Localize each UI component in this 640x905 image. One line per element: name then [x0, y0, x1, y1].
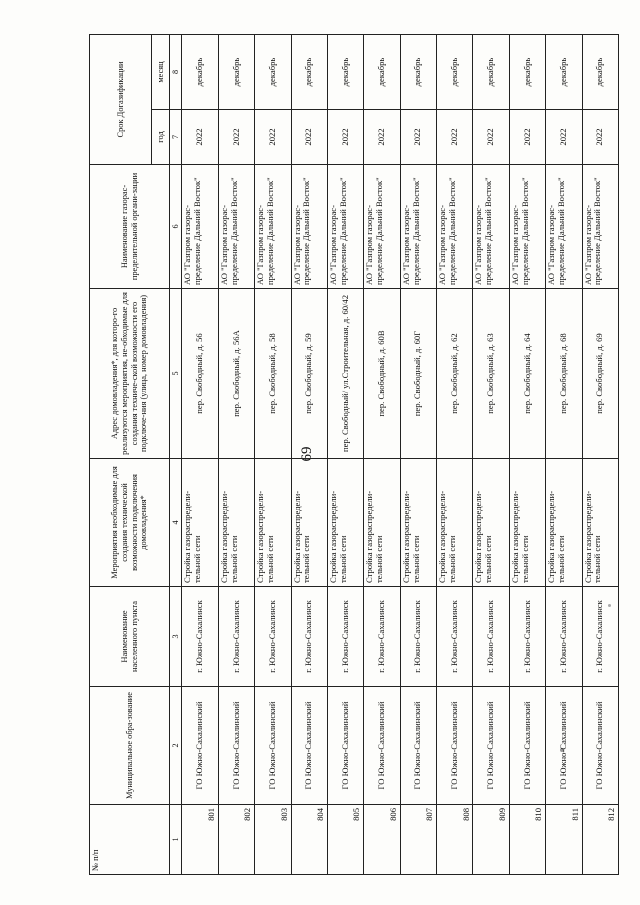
- row-number: 801: [182, 805, 218, 875]
- page-number: 69: [299, 446, 315, 462]
- settlement-cell: г. Южно-Сахалинск: [437, 587, 473, 687]
- year-cell: 2022: [327, 110, 363, 165]
- settlement-cell: г. Южно-Сахалинск: [218, 587, 254, 687]
- table-row: [182, 34, 218, 874]
- row-number: 812: [582, 805, 618, 875]
- organization-cell: АО "Газпром газорас-пределение Дальний Восток": [218, 165, 254, 289]
- municipality-cell: ГО Южно-Сахалинский: [437, 687, 473, 805]
- measures-cell: Стройка газораспредели-тельной сети: [546, 459, 582, 587]
- measures-cell: Стройка газораспредели-тельной сети: [182, 459, 218, 587]
- address-cell: пер. Свободный, д. 68: [546, 289, 582, 459]
- header-municipality: Муниципальное обра-зование: [90, 687, 170, 805]
- settlement-cell: г. Южно-Сахалинск: [327, 587, 363, 687]
- address-cell: пер. Свободный, д. 62: [437, 289, 473, 459]
- municipality-cell: ГО Южно-Сахалинский: [182, 687, 218, 805]
- address-cell: пер. Свободный, д. 69: [582, 289, 618, 459]
- settlement-cell: г. Южно-Сахалинск: [182, 587, 218, 687]
- month-cell: декабрь: [509, 34, 545, 109]
- organization-cell: АО "Газпром газорас-пределение Дальний Восток": [509, 165, 545, 289]
- address-cell: пер. Свободный, д. 63: [473, 289, 509, 459]
- table-row: [546, 34, 582, 874]
- month-cell: декабрь: [473, 34, 509, 109]
- table-row: [582, 34, 618, 874]
- column-number: 2: [170, 687, 182, 805]
- address-cell: пер. Свободный, д. 56А: [218, 289, 254, 459]
- organization-cell: АО "Газпром газорас-пределение Дальний Восток": [437, 165, 473, 289]
- header-year: год: [152, 110, 170, 165]
- header-deadline: Срок Догазификации: [90, 34, 152, 164]
- row-number: 810: [509, 805, 545, 875]
- month-cell: декабрь: [291, 34, 327, 109]
- address-cell: пер. Свободный, д. 60Г: [400, 289, 436, 459]
- municipality-cell: ГО Южно-Сахалинский: [509, 687, 545, 805]
- document-sheet: [89, 35, 619, 875]
- municipality-cell: ГО Южно-Сахалинский: [327, 687, 363, 805]
- header-settlement: Наименование населенного пункта: [90, 587, 170, 687]
- address-cell: пер. Свободный, д. 59: [291, 289, 327, 459]
- measures-cell: Стройка газораспредели-тельной сети: [327, 459, 363, 587]
- address-cell: пер. Свободный, д. 58: [255, 289, 291, 459]
- year-cell: 2022: [400, 110, 436, 165]
- column-number: 4: [170, 459, 182, 587]
- measures-cell: Стройка газораспредели-тельной сети: [437, 459, 473, 587]
- measures-cell: Стройка газораспредели-тельной сети: [291, 459, 327, 587]
- table-row: [364, 34, 400, 874]
- organization-cell: АО "Газпром газорас-пределение Дальний Восток": [291, 165, 327, 289]
- row-number: 805: [327, 805, 363, 875]
- month-cell: декабрь: [364, 34, 400, 109]
- address-cell: пер. Свободный, д. 56: [182, 289, 218, 459]
- settlement-cell: г. Южно-Сахалинск: [364, 587, 400, 687]
- municipality-cell: ГО Южно-Сахалинский: [255, 687, 291, 805]
- organization-cell: АО "Газпром газорас-пределение Дальний Восток": [327, 165, 363, 289]
- year-cell: 2022: [473, 110, 509, 165]
- header-num: № п/п: [90, 805, 170, 875]
- table-row: [400, 34, 436, 874]
- municipality-cell: ГО Южно-Сахалинский: [546, 687, 582, 805]
- month-cell: декабрь: [437, 34, 473, 109]
- column-number: 8: [170, 34, 182, 109]
- column-number: 3: [170, 587, 182, 687]
- measures-cell: Стройка газораспредели-тельной сети: [400, 459, 436, 587]
- row-number: 807: [400, 805, 436, 875]
- month-cell: декабрь: [182, 34, 218, 109]
- month-cell: декабрь: [582, 34, 618, 109]
- column-number: 7: [170, 110, 182, 165]
- row-number: 802: [218, 805, 254, 875]
- address-cell: пер. Свободный/ ул.Строительная, д. 60/42: [327, 289, 363, 459]
- year-cell: 2022: [437, 110, 473, 165]
- table-body: [182, 34, 619, 874]
- table-row: [437, 34, 473, 874]
- organization-cell: АО "Газпром газорас-пределение Дальний Восток": [546, 165, 582, 289]
- municipality-cell: ГО Южно-Сахалинский: [473, 687, 509, 805]
- row-number: 806: [364, 805, 400, 875]
- settlement-cell: г. Южно-Сахалинск: [546, 587, 582, 687]
- municipality-cell: ГО Южно-Сахалинский: [582, 687, 618, 805]
- row-number: 811: [546, 805, 582, 875]
- settlement-cell: г. Южно-Сахалинск: [473, 587, 509, 687]
- month-cell: декабрь: [546, 34, 582, 109]
- column-number: 1: [170, 805, 182, 875]
- header-month: месяц: [152, 34, 170, 109]
- organization-cell: АО "Газпром газорас-пределение Дальний Восток": [582, 165, 618, 289]
- year-cell: 2022: [582, 110, 618, 165]
- row-number: 808: [437, 805, 473, 875]
- month-cell: декабрь: [218, 34, 254, 109]
- year-cell: 2022: [546, 110, 582, 165]
- gasification-table: [89, 34, 619, 875]
- table-row: [291, 34, 327, 874]
- year-cell: 2022: [364, 110, 400, 165]
- measures-cell: Стройка газораспредели-тельной сети: [582, 459, 618, 587]
- header-measures: Мероприятия необходимые для создания технической возможности подключения домовладения*: [90, 459, 170, 587]
- header-address: Адрес домовладения*, для которо-го реализуются мероприятия, не-обходимые для создания техниче-ской возможности его подключе-ния (улица, номер домовладения): [90, 289, 170, 459]
- table-row: [327, 34, 363, 874]
- row-number: 803: [255, 805, 291, 875]
- table-row: [509, 34, 545, 874]
- measures-cell: Стройка газораспредели-тельной сети: [473, 459, 509, 587]
- row-number: 804: [291, 805, 327, 875]
- municipality-cell: ГО Южно-Сахалинский: [218, 687, 254, 805]
- settlement-cell: г. Южно-Сахалинск: [582, 587, 618, 687]
- month-cell: декабрь: [400, 34, 436, 109]
- settlement-cell: г. Южно-Сахалинск: [509, 587, 545, 687]
- municipality-cell: ГО Южно-Сахалинский: [400, 687, 436, 805]
- address-cell: пер. Свободный, д. 60В: [364, 289, 400, 459]
- header-row: [90, 34, 152, 874]
- year-cell: 2022: [255, 110, 291, 165]
- municipality-cell: ГО Южно-Сахалинский: [364, 687, 400, 805]
- month-cell: декабрь: [327, 34, 363, 109]
- column-numbers-row: [170, 34, 182, 874]
- header-organization: Наименование газорас-пределительной органи-зации: [90, 165, 170, 289]
- table-row: [255, 34, 291, 874]
- organization-cell: АО "Газпром газорас-пределение Дальний Восток": [364, 165, 400, 289]
- settlement-cell: г. Южно-Сахалинск: [255, 587, 291, 687]
- year-cell: 2022: [182, 110, 218, 165]
- year-cell: 2022: [218, 110, 254, 165]
- address-cell: пер. Свободный, д. 64: [509, 289, 545, 459]
- measures-cell: Стройка газораспредели-тельной сети: [255, 459, 291, 587]
- month-cell: декабрь: [255, 34, 291, 109]
- table-row: [473, 34, 509, 874]
- measures-cell: Стройка газораспредели-тельной сети: [509, 459, 545, 587]
- column-number: 6: [170, 165, 182, 289]
- table-row: [218, 34, 254, 874]
- year-cell: 2022: [509, 110, 545, 165]
- organization-cell: АО "Газпром газорас-пределение Дальний Восток": [255, 165, 291, 289]
- measures-cell: Стройка газораспредели-тельной сети: [364, 459, 400, 587]
- organization-cell: АО "Газпром газорас-пределение Дальний Восток": [182, 165, 218, 289]
- row-number: 809: [473, 805, 509, 875]
- column-number: 5: [170, 289, 182, 459]
- settlement-cell: г. Южно-Сахалинск: [291, 587, 327, 687]
- organization-cell: АО "Газпром газорас-пределение Дальний Восток": [473, 165, 509, 289]
- measures-cell: Стройка газораспредели-тельной сети: [218, 459, 254, 587]
- year-cell: 2022: [291, 110, 327, 165]
- organization-cell: АО "Газпром газорас-пределение Дальний Восток": [400, 165, 436, 289]
- settlement-cell: г. Южно-Сахалинск: [400, 587, 436, 687]
- municipality-cell: ГО Южно-Сахалинский: [291, 687, 327, 805]
